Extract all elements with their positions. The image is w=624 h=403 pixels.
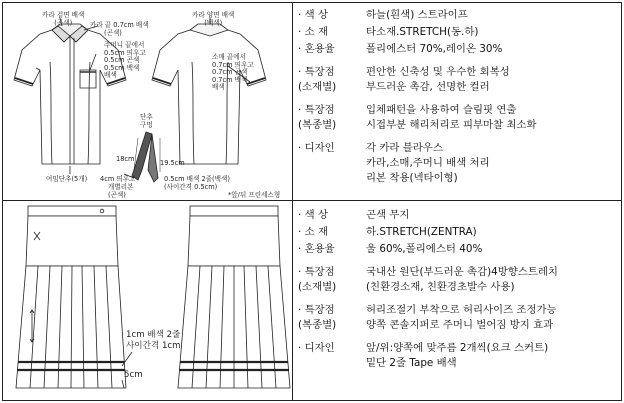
annotation-line: 0.5cm 백색 bbox=[104, 63, 140, 72]
skirt-illustration-panel bbox=[0, 202, 292, 400]
annotation-line: 주머니 끝에서 bbox=[104, 41, 145, 49]
spec-label-sub: (소재별) bbox=[298, 81, 337, 93]
skirt-spec bbox=[298, 208, 616, 373]
annotation-legend: *앞/뒤 프린세스형 bbox=[228, 191, 281, 199]
spec-label: · 특장점 bbox=[298, 266, 335, 278]
spec-label: · 특장점 bbox=[298, 66, 335, 78]
annotation-gap: 4cm 띄우고 bbox=[100, 175, 136, 183]
annotation-line: 구멍 bbox=[140, 120, 153, 129]
spec-label: · 색 상 bbox=[298, 9, 328, 21]
annotation-collar-edge bbox=[90, 22, 149, 37]
spec-value: 각 카라 블라우스 bbox=[366, 142, 443, 154]
back-blouse-body bbox=[152, 30, 266, 164]
spec-value: 앞/위:양쪽에 맞주름 2개씩(요크 스커트) bbox=[366, 342, 549, 354]
annotation-line: 카라 끝 0.7cm 배색 bbox=[90, 21, 149, 29]
spec-value: 카라,소매,주머니 배색 처리 bbox=[366, 157, 490, 169]
annotation-line: 단추 bbox=[140, 113, 153, 121]
spec-value: 시접부분 해리처리로 피부마찰 최소화 bbox=[366, 119, 537, 131]
annotation-line: 사이간격 1cm bbox=[126, 341, 181, 351]
spec-value: 양쪽 콘솔지퍼로 주머니 벌어짐 방지 효과 bbox=[366, 319, 554, 331]
annotation-ribbon-right: 19.5cm bbox=[160, 159, 185, 167]
annotation-collar-back bbox=[192, 12, 234, 27]
spec-label: · 색 상 bbox=[298, 209, 328, 221]
annotation-line: 소매 끝에서 bbox=[212, 53, 246, 61]
annotation-collar-front bbox=[42, 12, 84, 27]
spec-label: · 특장점 bbox=[298, 104, 335, 116]
spec-label-sub: (소재별) bbox=[298, 281, 337, 293]
annotation-line: 1cm 배색 2줄 bbox=[126, 330, 181, 340]
annotation-stripe-gap: (사이간격 0.5cm) bbox=[164, 183, 218, 191]
spec-row-blend bbox=[298, 42, 616, 57]
spec-value: (친환경소재, 친환경초발수 사용) bbox=[366, 281, 515, 293]
spec-value: 국내산 원단(부드러운 촉감)4방향스트레치 bbox=[366, 266, 558, 278]
skirt-drawing bbox=[0, 202, 292, 400]
annotation-line: 카라 양면 배색 bbox=[192, 11, 235, 19]
spec-value: 밑단 2줄 Tape 배색 bbox=[366, 357, 457, 369]
annotation-line: 0.5cm 곤색 bbox=[104, 56, 140, 65]
spec-label-sub: (복종별) bbox=[298, 319, 337, 331]
annotation-ribbon-note bbox=[108, 184, 133, 199]
spec-value: 타소재.STRETCH(동.하) bbox=[366, 26, 479, 38]
spec-label: · 혼용율 bbox=[298, 243, 335, 255]
annotation-line: (곤색) bbox=[108, 190, 126, 199]
spec-value: 하늘(흰색) 스트라이프 bbox=[366, 9, 468, 21]
annotation-line: 0.7cm 띄우고 bbox=[212, 60, 254, 69]
annotation-line: 카라 겉면 배색 bbox=[42, 11, 85, 19]
annotation-line: 배색 bbox=[212, 83, 225, 92]
annotation-line: (백색) bbox=[204, 18, 223, 27]
spec-value: 곤색 무지 bbox=[366, 209, 410, 221]
front-yoke bbox=[26, 216, 118, 266]
spec-row-feature-material bbox=[298, 65, 616, 95]
spec-value: 울 60%,폴리에스터 40% bbox=[366, 243, 483, 255]
spec-label-sub: (복종별) bbox=[298, 119, 337, 131]
annotation-line: (곤색) bbox=[104, 28, 122, 37]
blouse-illustration-panel bbox=[0, 2, 292, 200]
annotation-line: 0.5cm 띄우고 bbox=[104, 48, 146, 57]
annotation-line: 0.7cm 곤색 bbox=[212, 68, 248, 77]
spec-label: · 혼용율 bbox=[298, 43, 335, 55]
spec-value: 부드러운 촉감, 선명한 컬러 bbox=[366, 81, 490, 93]
annotation-line: 배색 bbox=[104, 71, 117, 80]
spec-row-feature-garment bbox=[298, 103, 616, 133]
spec-label: · 소 재 bbox=[298, 26, 328, 38]
spec-value: 편안한 신축성 및 우수한 회복성 bbox=[366, 66, 510, 78]
spec-label: · 디자인 bbox=[298, 142, 335, 154]
spec-value: 리본 착용(넥타이형) bbox=[366, 172, 458, 184]
annotation-stripe: 0.5cm 배색 2줄(백색) bbox=[164, 175, 230, 183]
spec-row-design bbox=[298, 341, 616, 371]
spec-row-color bbox=[298, 208, 616, 223]
annotation-ribbon-left: 18cm bbox=[116, 155, 135, 163]
spec-row-blend bbox=[298, 242, 616, 257]
spec-row-material bbox=[298, 25, 616, 40]
spec-row-color bbox=[298, 8, 616, 23]
back-yoke bbox=[188, 216, 280, 266]
front-waistband bbox=[28, 206, 116, 216]
spec-row-material bbox=[298, 225, 616, 240]
blouse-spec bbox=[298, 8, 616, 188]
annotation-sleeve bbox=[212, 54, 254, 92]
spec-row-feature-material bbox=[298, 265, 616, 295]
spec-label: · 소 재 bbox=[298, 226, 328, 238]
annotation-ribbon-top bbox=[140, 114, 153, 129]
spec-row-feature-garment bbox=[298, 303, 616, 333]
spec-label: · 디자인 bbox=[298, 342, 335, 354]
annotation-hem: 5cm bbox=[124, 370, 143, 380]
annotation-hidden-button: 여밈단추(5개) bbox=[46, 175, 88, 183]
spec-value: 허리조절기 부착으로 허리사이즈 조정가능 bbox=[366, 304, 557, 316]
spec-value: 하.STRETCH(ZENTRA) bbox=[366, 226, 477, 238]
back-waistband bbox=[190, 206, 278, 216]
spec-value: 폴리에스터 70%,레이온 30% bbox=[366, 43, 503, 55]
annotation-pocket bbox=[104, 42, 146, 80]
horizontal-divider bbox=[2, 200, 622, 201]
annotation-tape bbox=[126, 330, 181, 352]
annotation-line: 0.7cm 백색 bbox=[212, 75, 248, 84]
annotation-line: (곤색) bbox=[54, 18, 73, 27]
vertical-divider bbox=[292, 2, 293, 400]
spec-value: 입체패턴을 사용하여 슬림핏 연출 bbox=[366, 104, 517, 116]
spec-label: · 특장점 bbox=[298, 304, 335, 316]
annotation-line: 개별리본 bbox=[108, 183, 134, 191]
spec-row-design bbox=[298, 141, 616, 186]
